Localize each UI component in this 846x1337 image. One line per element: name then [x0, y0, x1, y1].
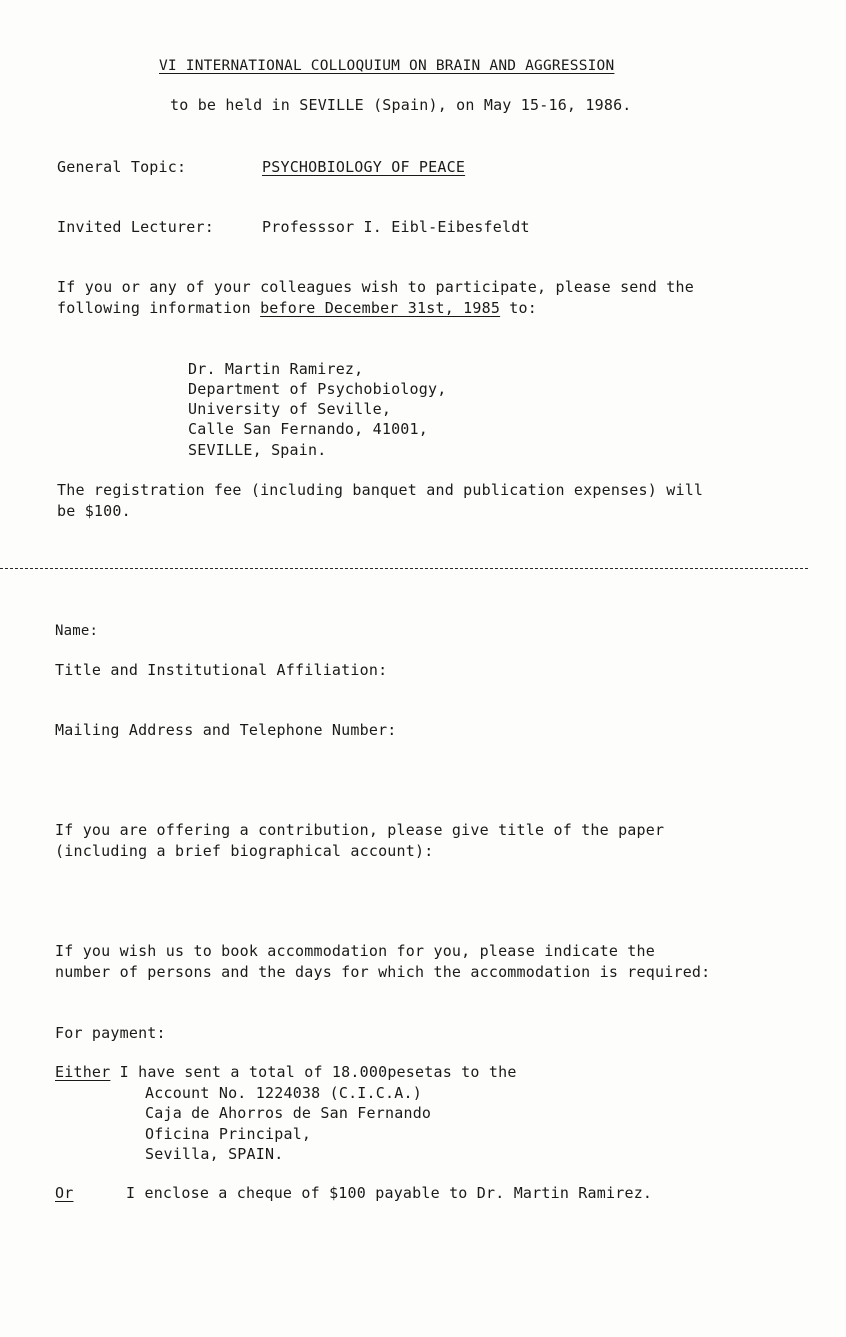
contribution-text-line2: (including a brief biographical account): [55, 842, 434, 860]
address-line: Department of Psychobiology, [188, 380, 447, 398]
account-line: Caja de Ahorros de San Fernando [145, 1104, 432, 1122]
participation-text-line2 [57, 298, 537, 318]
payment-option-either [55, 1062, 517, 1082]
payment-option-or-text: I enclose a cheque of $100 payable to Dr. Martin Ramirez. [126, 1184, 653, 1202]
colloquium-title: VI INTERNATIONAL COLLOQUIUM ON BRAIN AND AGGRESSION [159, 58, 615, 74]
either-word: Either [55, 1063, 111, 1081]
address-line: SEVILLE, Spain. [188, 441, 327, 459]
colloquium-subtitle: to be held in SEVILLE (Spain), on May 15-16, 1986. [170, 96, 632, 114]
address-line: Dr. Martin Ramirez, [188, 360, 364, 378]
account-line: Sevilla, SPAIN. [145, 1145, 284, 1163]
tear-off-dashed-line [0, 568, 808, 569]
account-line: Oficina Principal, [145, 1125, 312, 1143]
participation-text-after: to: [500, 299, 538, 317]
payment-label: For payment: [55, 1024, 166, 1042]
invited-lecturer-value: Professsor I. Eibl-Eibesfeldt [262, 218, 530, 236]
account-line: Account No. 1224038 (C.I.C.A.) [145, 1084, 422, 1102]
address-line: University of Seville, [188, 400, 392, 418]
accommodation-text-line1: If you wish us to book accommodation for you, please indicate the [55, 942, 655, 960]
general-topic-value: PSYCHOBIOLOGY OF PEACE [262, 158, 466, 176]
affiliation-field-label: Title and Institutional Affiliation: [55, 661, 388, 679]
accommodation-text-line2: number of persons and the days for which the accommodation is required: [55, 963, 711, 981]
participation-text-before: following information [57, 299, 261, 317]
contribution-text-line1: If you are offering a contribution, please give title of the paper [55, 821, 665, 839]
or-word: Or [55, 1184, 74, 1202]
mailing-address-field-label: Mailing Address and Telephone Number: [55, 721, 397, 739]
either-text: I have sent a total of 18.000pesetas to the [110, 1063, 517, 1081]
name-field-label: Name: [55, 623, 99, 639]
general-topic-label: General Topic: [57, 158, 187, 176]
address-line: Calle San Fernando, 41001, [188, 420, 428, 438]
registration-fee-line2: be $100. [57, 502, 131, 520]
registration-fee-line1: The registration fee (including banquet and publication expenses) will [57, 481, 704, 499]
participation-text-line1: If you or any of your colleagues wish to participate, please send the [57, 278, 694, 296]
deadline-date: before December 31st, 1985 [260, 299, 501, 317]
invited-lecturer-label: Invited Lecturer: [57, 218, 214, 236]
